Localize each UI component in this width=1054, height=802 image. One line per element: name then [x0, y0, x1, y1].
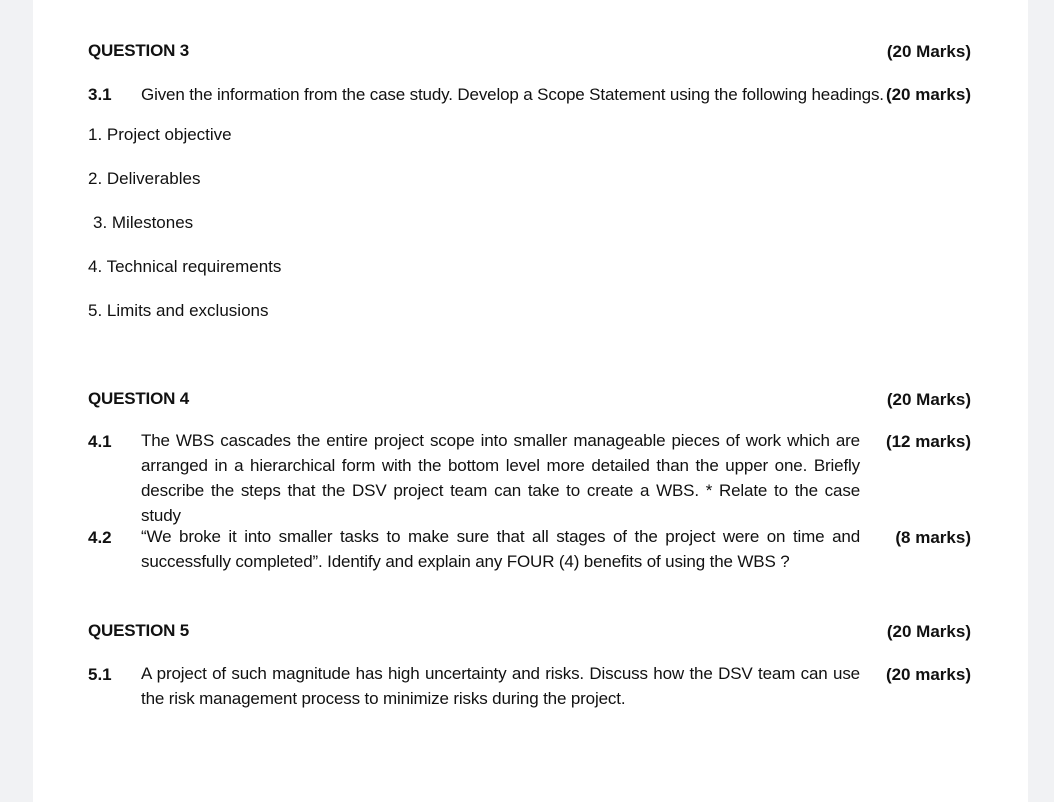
- question-4-2-marks: (8 marks): [895, 528, 971, 547]
- question-4-title: QUESTION 4: [88, 389, 189, 408]
- list-item-project-objective: 1. Project objective: [88, 125, 232, 144]
- question-3-title: QUESTION 3: [88, 41, 189, 60]
- question-3-1-text: Given the information from the case study. Develop a Scope Statement using the following headings.: [141, 85, 884, 104]
- question-4-1-text: The WBS cascades the entire project scope into smaller manageable pieces of work which are arranged in a hierarchical form with the bottom level more detailed than the upper one. Briefly describe the steps that the DSV project team can take to create a WBS. * Relate to the case study: [141, 431, 860, 525]
- question-4-1-number: 4.1: [88, 432, 112, 451]
- question-5-marks: (20 Marks): [886, 622, 971, 641]
- question-4-2-text: “We broke it into smaller tasks to make sure that all stages of the project were on time and successfully completed”. Identify and explain any FOUR (4) benefits of using the WBS ?: [141, 527, 860, 571]
- document-page: [33, 0, 1028, 802]
- question-4-marks: (20 Marks): [886, 390, 971, 409]
- list-item-technical-requirements: 4. Technical requirements: [88, 257, 282, 276]
- list-item-milestones: 3. Milestones: [93, 213, 194, 232]
- list-item-deliverables: 2. Deliverables: [88, 169, 201, 188]
- question-5-1-marks: (20 marks): [885, 665, 971, 684]
- question-4-2-number: 4.2: [88, 528, 112, 547]
- list-item-limits-exclusions: 5. Limits and exclusions: [88, 301, 269, 320]
- question-3-marks: (20 Marks): [886, 42, 971, 61]
- question-5-1-text: A project of such magnitude has high uncertainty and risks. Discuss how the DSV team can use the risk management process to minimize risks during the project.: [141, 664, 860, 708]
- question-3-1-marks: (20 marks): [885, 85, 971, 104]
- question-4-1-marks: (12 marks): [885, 432, 971, 451]
- question-3-1-number: 3.1: [88, 85, 112, 104]
- question-5-1-number: 5.1: [88, 665, 112, 684]
- question-5-title: QUESTION 5: [88, 621, 189, 640]
